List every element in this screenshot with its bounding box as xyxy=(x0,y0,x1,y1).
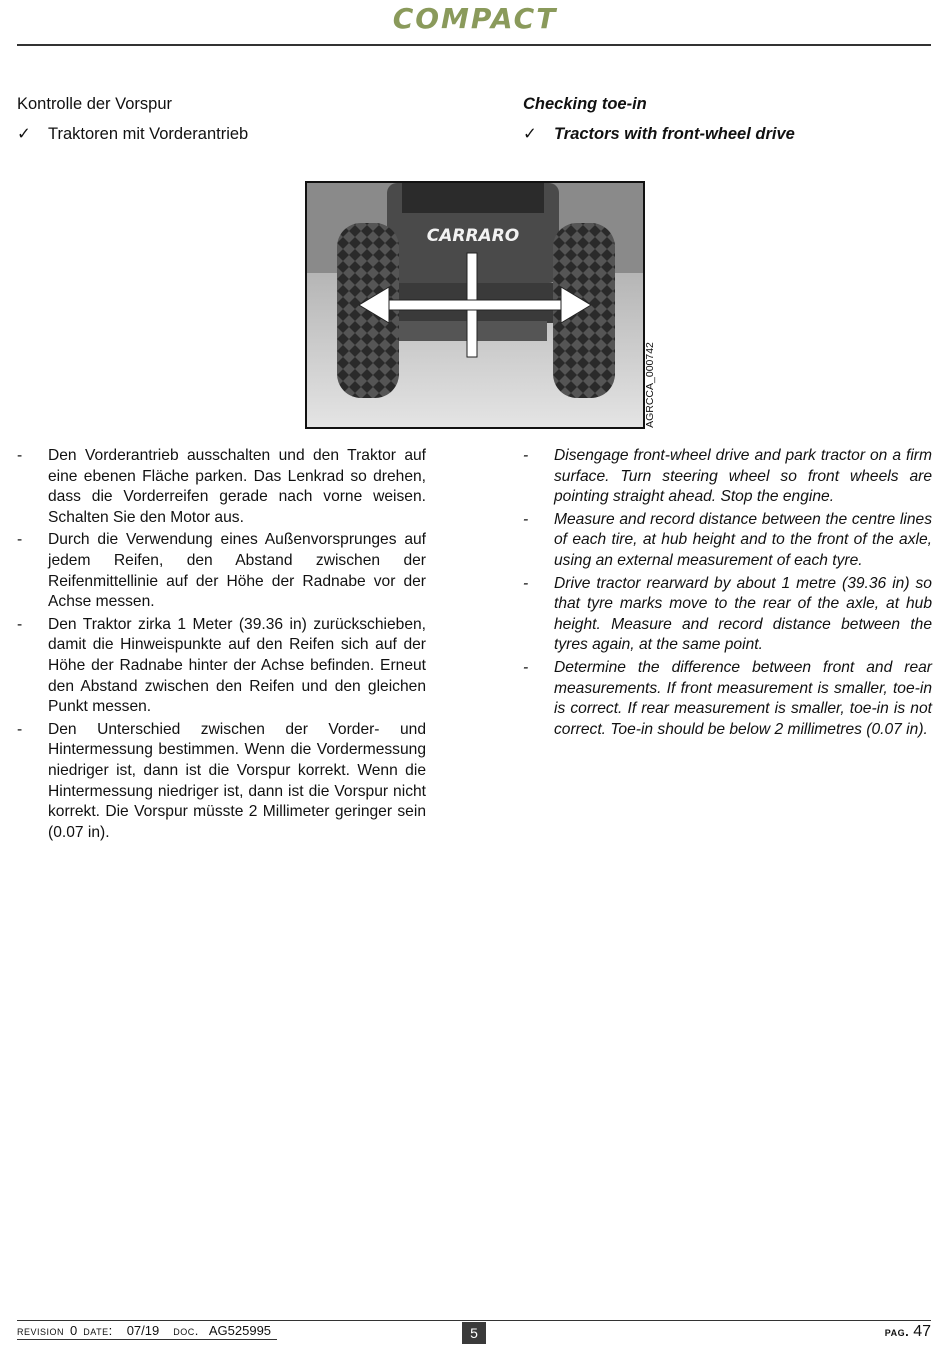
tractor-illustration xyxy=(307,183,643,427)
footer-rule xyxy=(17,1320,931,1321)
english-subheading-row xyxy=(523,124,795,144)
english-steps-list xyxy=(523,446,932,740)
footer-page-number: pag. 47 xyxy=(884,1323,931,1340)
carraro-brand-label: CARRARO xyxy=(426,226,520,246)
german-heading: Kontrolle der Vorspur xyxy=(17,95,173,113)
footer-revision-info: revision 0 date: 07/19 doc. AG525995 xyxy=(17,1323,277,1340)
german-steps-column xyxy=(17,446,426,845)
list-item: - Den Unterschied zwischen der Vorder- und Hintermessung bestimmen. Wenn die Vordermessung niedriger ist, dann ist die Vorspur korrekt. Wenn die Hintermessung niedriger ist, dann ist die Vorspur nicht korrekt. Die Vorspur müsste 2 Millimeter geringer sein (0.07 in). xyxy=(17,720,426,841)
list-item: - Drive tractor rearward by about 1 metre (39.36 in) so that tyre marks move to the rear of the axle, at hub height. Measure and record distance between the tyres again, at the same point. xyxy=(523,574,932,654)
compact-logo: COMPACT xyxy=(392,2,558,35)
german-steps-list xyxy=(17,446,426,843)
header-rule xyxy=(17,44,931,46)
list-item: - Disengage front-wheel drive and park tractor on a firm surface. Turn steering wheel so front wheels are pointing straight ahead. Stop the engine. xyxy=(523,447,932,506)
list-item: - Den Traktor zirka 1 Meter (39.36 in) zurückschieben, damit die Hinweispunkte auf den Reifen sich auf der Höhe der Radnabe hinter der Achse befinden. Erneut den Abstand zwischen den Reifen und den gleichen Punkt messen. xyxy=(17,615,426,716)
english-steps-column xyxy=(523,446,932,742)
german-subheading: Traktoren mit Vorderantrieb xyxy=(48,125,249,143)
german-subheading-row xyxy=(17,124,248,144)
english-subheading: Tractors with front-wheel drive xyxy=(554,125,795,143)
list-item: - Determine the difference between front and rear measurements. If front measurement is smaller, toe-in is correct. If rear measurement is smaller, toe-in is not correct. Toe-in should be below 2 millimetres (0.07 in). xyxy=(523,658,932,738)
image-code-label: AGRCCA_000742 xyxy=(643,342,656,428)
english-heading: Checking toe-in xyxy=(523,95,647,113)
checkmark-icon: ✓ xyxy=(523,125,537,143)
section-number-badge: 5 xyxy=(462,1322,486,1344)
list-item: - Den Vorderantrieb ausschalten und den Traktor auf eine ebenen Fläche parken. Das Lenkrad so drehen, dass die Vorderreifen gerade nach vorne weisen. Schalten Sie den Motor aus. xyxy=(17,447,426,526)
list-item: - Durch die Verwendung eines Außenvorsprunges auf jedem Reifen, den Abstand zwischen der Reifenmittellinie auf der Höhe der Radnabe vor der Achse messen. xyxy=(17,531,426,611)
tractor-toe-in-photo xyxy=(305,181,645,429)
list-item: - Measure and record distance between the centre lines of each tire, at hub height and to the front of the axle, using an external measurement of each tyre. xyxy=(523,510,932,569)
checkmark-icon: ✓ xyxy=(17,125,31,143)
